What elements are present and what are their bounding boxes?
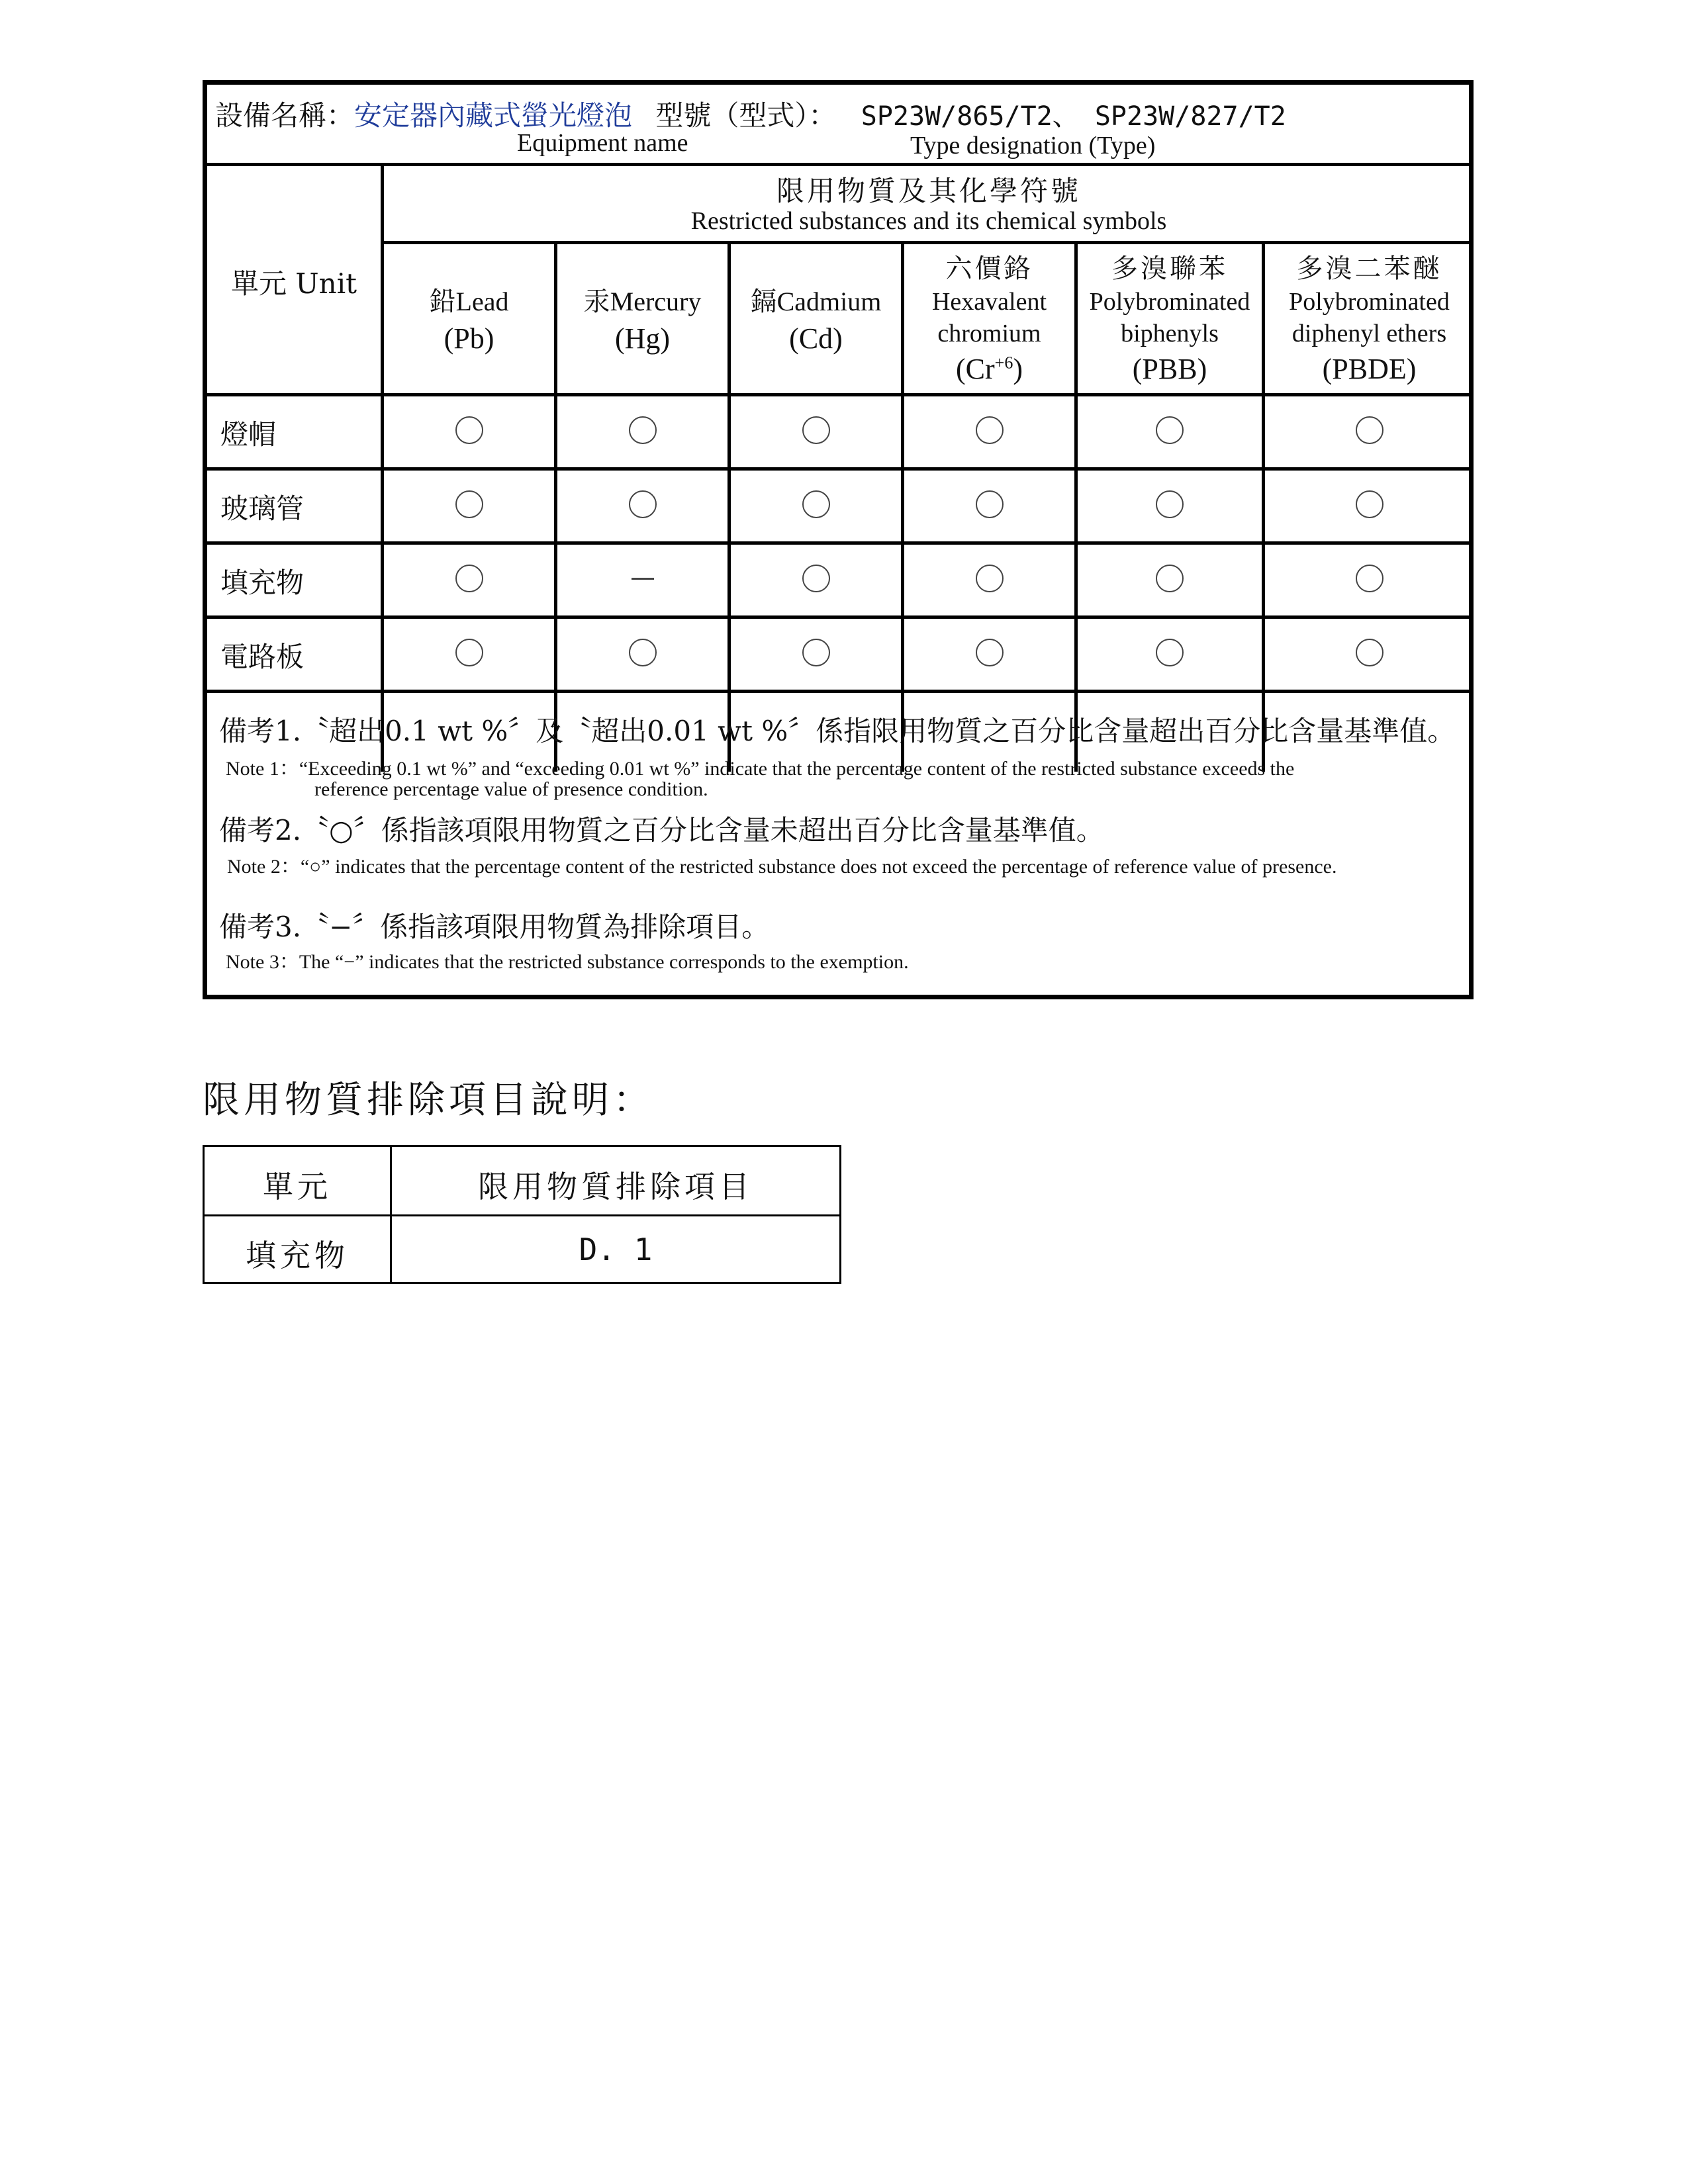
compliant-circle-mark (629, 416, 657, 444)
compliant-circle-mark (629, 639, 657, 666)
column-symbol-hg: (Hg) (614, 322, 671, 355)
row-label-lamp-cap: 燈帽 (220, 418, 277, 451)
unit-header: 單元 Unit (230, 267, 357, 300)
column-symbol-pbb: (PBB) (1132, 353, 1207, 385)
compliant-circle-mark (802, 490, 830, 518)
column-header-pbb-en2: biphenyls (1121, 320, 1219, 347)
note-1-en-a: Note 1：“Exceeding 0.1 wt %” and “exceeding 0.01 wt %” indicate that the percentage content of the restricted substance exceeds the (226, 758, 1295, 780)
exemption-header-unit: 單元 (263, 1169, 332, 1205)
restricted-header-zh: 限用物質及其化學符號 (776, 175, 1081, 207)
note-2-en: Note 2：“○” indicates that the percentage content of the restricted substance does not exceed the percentage of reference value of presence. (227, 856, 1337, 878)
compliant-circle-mark (455, 565, 483, 592)
compliant-circle-mark (1356, 490, 1383, 518)
compliant-circle-mark (1356, 416, 1383, 444)
exemption-dash-mark (632, 578, 654, 580)
compliant-circle-mark (976, 565, 1004, 592)
compliant-circle-mark (802, 565, 830, 592)
grid-h-substances (381, 241, 1469, 244)
equipment-label-zh: 設備名稱： (215, 99, 355, 132)
type-label-en: Type designation (Type) (910, 132, 1156, 159)
row-label-circuit-board: 電路板 (220, 641, 305, 673)
note-1-zh: 備考1.〝超出0.1 wt %〞及〝超出0.01 wt %〞係指限用物質之百分比含量超出百分比含量基準值。 (219, 715, 1456, 747)
grid-h-row-4 (207, 690, 1469, 693)
exemption-row-item: D. 1 (579, 1232, 653, 1267)
grid-h-row-1 (207, 467, 1469, 471)
compliant-circle-mark (1156, 639, 1184, 666)
column-header-cadmium: 鎘Cadmium (750, 287, 882, 317)
compliant-circle-mark (455, 490, 483, 518)
column-header-pbde-en2: diphenyl ethers (1291, 320, 1447, 347)
column-symbol-pb: (Pb) (444, 322, 494, 355)
note-2-zh: 備考2.〝○〞係指該項限用物質之百分比含量未超出百分比含量基準值。 (219, 814, 1104, 846)
exemption-grid-h (205, 1214, 839, 1216)
note-3-zh: 備考3.〝−〞係指該項限用物質為排除項目。 (219, 911, 770, 943)
compliant-circle-mark (802, 416, 830, 444)
note-3-en: Note 3：The “−” indicates that the restricted substance corresponds to the exemption. (226, 951, 909, 973)
compliant-circle-mark (629, 490, 657, 518)
column-header-pbb-zh: 多溴聯苯 (1111, 253, 1228, 284)
compliant-circle-mark (976, 490, 1004, 518)
column-header-pbde-en1: Polybrominated (1289, 288, 1450, 316)
compliant-circle-mark (1356, 565, 1383, 592)
column-header-hexavalent-en1: Hexavalent (931, 288, 1047, 316)
equipment-header-row (207, 85, 1469, 166)
grid-h-header-bottom (207, 393, 1469, 396)
rohs-declaration-table (203, 80, 1474, 999)
exemption-table (203, 1145, 841, 1284)
compliant-circle-mark (1156, 490, 1184, 518)
compliant-circle-mark (1356, 639, 1383, 666)
compliant-circle-mark (1156, 565, 1184, 592)
exemption-title: 限用物質排除項目說明： (203, 1079, 654, 1122)
equipment-name-zh: 安定器內藏式螢光燈泡 (354, 99, 633, 132)
compliant-circle-mark (1156, 416, 1184, 444)
column-header-mercury: 汞Mercury (583, 287, 702, 317)
restricted-header-en: Restricted substances and its chemical symbols (690, 207, 1167, 235)
grid-h-row-2 (207, 541, 1469, 545)
compliant-circle-mark (976, 416, 1004, 444)
column-symbol-cd: (Cd) (789, 322, 843, 355)
note-1-en-b: reference percentage value of presence condition. (314, 778, 708, 800)
exemption-header-item: 限用物質排除項目 (478, 1169, 753, 1205)
compliant-circle-mark (976, 639, 1004, 666)
column-header-pbb-en1: Polybrominated (1089, 288, 1250, 316)
row-label-glass-tube: 玻璃管 (220, 492, 305, 525)
column-header-pbde-zh: 多溴二苯醚 (1296, 253, 1442, 284)
row-label-filler: 填充物 (220, 567, 305, 599)
column-header-hexavalent-en2: chromium (937, 320, 1041, 347)
equipment-header-line (215, 94, 1286, 134)
type-label-zh: 型號（型式）： (655, 99, 837, 132)
exemption-row-unit: 填充物 (246, 1238, 349, 1273)
type-value: SP23W/865/T2、 SP23W/827/T2 (861, 101, 1286, 132)
compliant-circle-mark (802, 639, 830, 666)
column-symbol-cr: $(Cr^{+6})$ (956, 353, 1023, 385)
grid-h-row-3 (207, 615, 1469, 619)
compliant-circle-mark (455, 416, 483, 444)
equipment-label-en: Equipment name (517, 129, 688, 157)
column-header-lead: 鉛Lead (429, 287, 509, 317)
column-header-hexavalent-zh: 六價鉻 (945, 253, 1033, 284)
compliant-circle-mark (455, 639, 483, 666)
column-symbol-pbde: (PBDE) (1322, 353, 1417, 385)
